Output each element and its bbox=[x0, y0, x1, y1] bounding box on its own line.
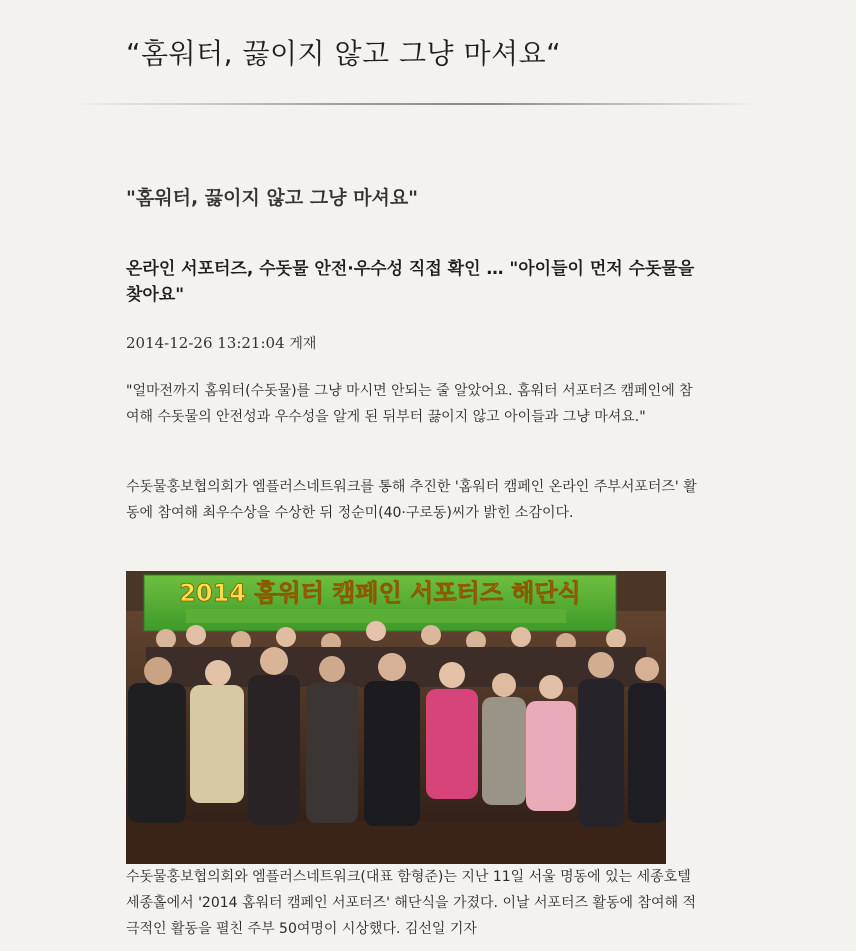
article-photo bbox=[126, 571, 666, 864]
group-photo-image bbox=[126, 571, 666, 864]
article-quote-heading: "홈워터, 끓이지 않고 그냥 마셔요" bbox=[126, 187, 419, 209]
photo-caption: 수돗물홍보협의회와 엠플러스네트워크(대표 함형준)는 지난 11일 서울 명동에 있는 세종호텔 세종홀에서 '2014 홈워터 캠페인 서포터즈' 해단식을 가졌다. 이날 서포터즈 활동에 참여해 적극적인 활동을 펼친 주부 50여명이 시상했다. 김선일 기자 bbox=[126, 869, 697, 937]
article-date-label: 게재 bbox=[289, 336, 317, 352]
article-subheading: 온라인 서포터즈, 수돗물 안전·우수성 직접 확인 … "아이들이 먼저 수돗물을 찾아요" bbox=[126, 259, 695, 305]
post-title: “홈워터, 끓이지 않고 그냥 마셔요“ bbox=[126, 37, 562, 70]
title-divider bbox=[70, 103, 760, 105]
article-date: 2014-12-26 13:21:04 bbox=[126, 334, 285, 352]
photo-banner-text: 2014 홈워터 캠페인 서포터즈 해단식 bbox=[179, 579, 581, 607]
article-paragraph-1: "얼마전까지 홈워터(수돗물)를 그냥 마시면 안되는 줄 알았어요. 홈워터 서포터즈 캠페인에 참여해 수돗물의 안전성과 우수성을 알게 된 뒤부터 끓이지 않고 아이들과 그냥 마셔요." bbox=[126, 383, 693, 425]
article-paragraph-2: 수돗물홍보협의회가 엠플러스네트워크를 통해 추진한 '홈워터 캠페인 온라인 주부서포터즈' 활동에 참여해 최우수상을 수상한 뒤 정순미(40·구로동)씨가 밝힌 소감이다. bbox=[126, 479, 697, 521]
article-dateline bbox=[126, 333, 316, 353]
